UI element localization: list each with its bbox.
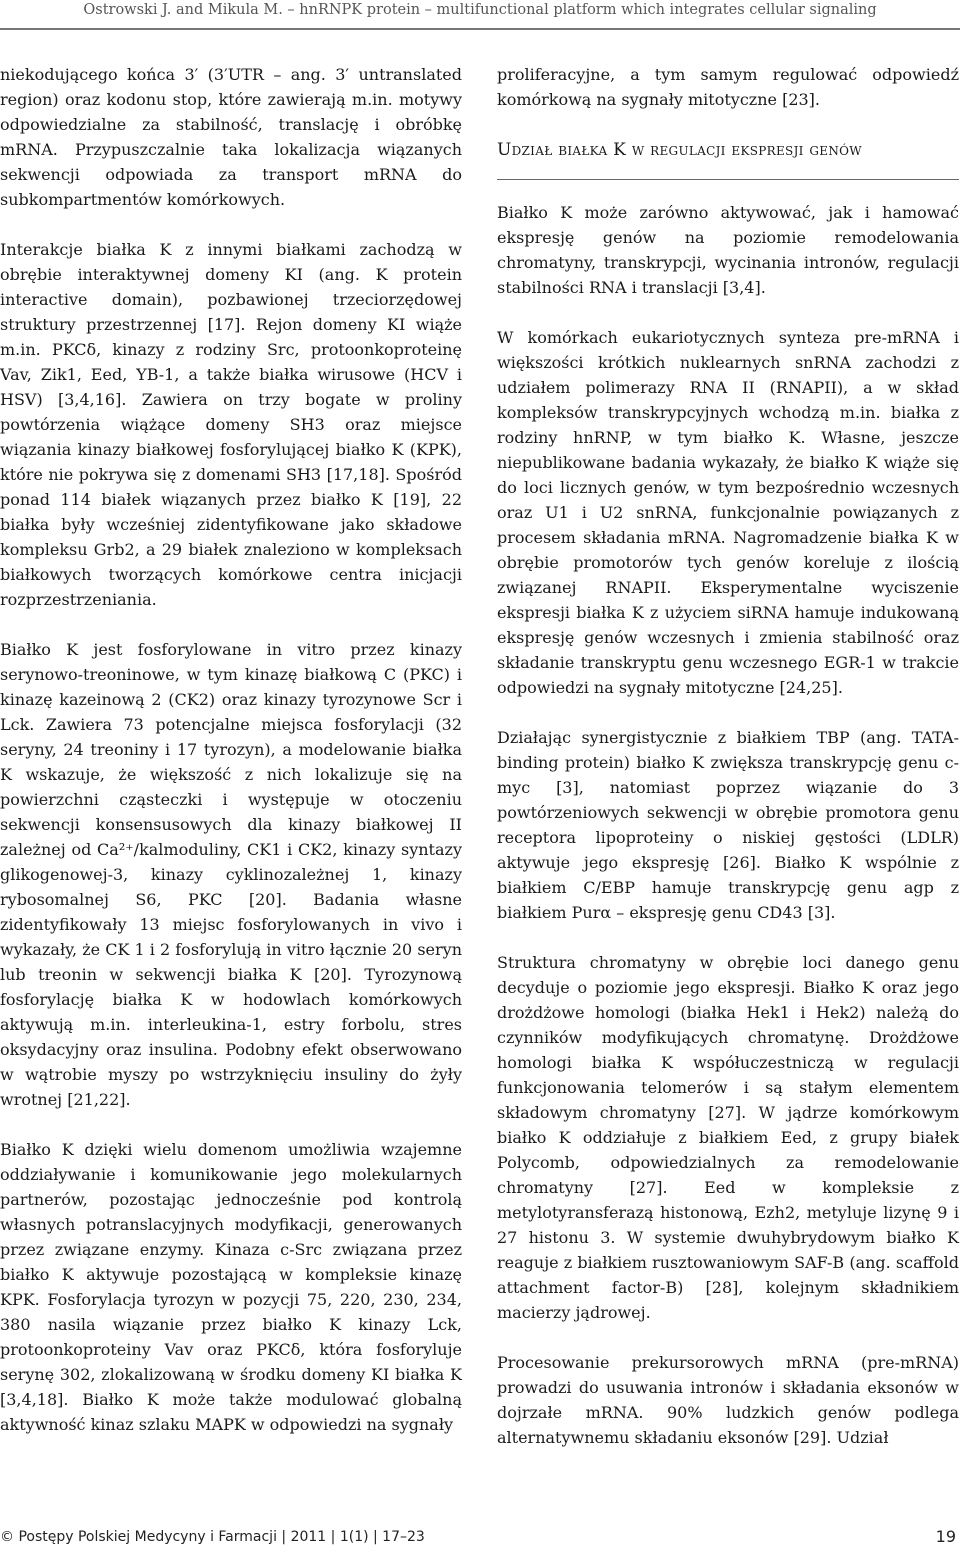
paragraph: proliferacyjne, a tym samym regulować odpowiedź komórkową na sygnały mitotyczne [23]. bbox=[497, 65, 959, 109]
header-divider bbox=[0, 28, 960, 30]
heading-divider bbox=[497, 179, 959, 180]
right-column bbox=[497, 62, 959, 1475]
paragraph: Procesowanie prekursorowych mRNA (pre-mRNA) prowadzi do usuwania intronów i składania eksonów w dojrzałe mRNA. 90% ludzkich genów podlega alternatywnemu składaniu eksonów [29]. Udział bbox=[497, 1353, 959, 1447]
left-column bbox=[0, 62, 462, 1462]
section-heading: Udział białka K w regulacji ekspresji genów bbox=[497, 140, 862, 160]
paragraph: Białko K może zarówno aktywować, jak i hamować ekspresję genów na poziomie remodelowania chromatyny, transkrypcji, wycinania intronów, regulacji stabilności RNA i translacji [3,4]. bbox=[497, 203, 959, 297]
running-header: Ostrowski J. and Mikula M. – hnRNPK protein – multifunctional platform which integrates cellular signaling bbox=[0, 0, 960, 24]
paragraph: Struktura chromatyny w obrębie loci danego genu decyduje o poziomie jego ekspresji. Białko K oraz jego drożdżowe homologi (białka Hek1 i Hek2) należą do czynników modyfikujących chromatynę. Drożdżowe homologi białka K współuczestniczą w regulacji funkcjonowania telomerów i są stałym elementem składowym chromatyny [27]. W jądrze komórkowym białko K oddziałuje z białkiem Eed, z grupy białek Polycomb, odpowiedzialnych za remodelowanie chromatyny [27]. Eed w kompleksie z metylotyransferazą histonową, Ezh2, metyluje lizynę 9 i 27 histonu 3. W systemie dwuhybrydowym białko K reaguje z białkiem rusztowaniowym SAF-B (ang. scaffold attachment factor-B) [28], kolejnym składnikiem macierzy jądrowej. bbox=[497, 953, 959, 1322]
paragraph: Działając synergistycznie z białkiem TBP (ang. TATA-binding protein) białko K zwiększa transkrypcję genu c-myc [3], natomiast poprzez wiązanie do 3 powtórzeniowych sekwencji w obrębie promotora genu receptora lipoproteiny o niskiej gęstości (LDLR) aktywuje jego ekspresję [26]. Białko K wspólnie z białkiem C/EBP hamuje transkrypcję genu agp z białkiem Purα – ekspresję genu CD43 [3]. bbox=[497, 728, 959, 922]
page-footer bbox=[0, 1523, 960, 1553]
paragraph: niekodującego końca 3′ (3′UTR – ang. 3′ untranslated region) oraz kodonu stop, które zawierają m.in. motywy odpowiedzialne za stabilność, translację i obróbkę mRNA. Przypuszczalnie taka lokalizacja wiązanych sekwencji odpowiada za transport mRNA do subkompartmentów komórkowych. bbox=[0, 65, 462, 209]
journal-citation: © Postępy Polskiej Medycyny i Farmacji | 2011 | 1(1) | 17–23 bbox=[0, 1529, 425, 1545]
paragraph: W komórkach eukariotycznych synteza pre-mRNA i większości krótkich nuklearnych snRNA zachodzi z udziałem polimerazy RNA II (RNAPII), a w skład kompleksów transkrypcyjnych wchodzą m.in. białka z rodziny hnRNP, w tym białko K. Własne, jeszcze niepublikowane badania wykazały, że białko K wiąże się do loci licznych genów, w tym bezpośrednio wczesnych oraz U1 i U2 snRNA, funkcjonalnie powiązanych z procesem składania mRNA. Nagromadzenie białka K w obrębie promotorów tych genów koreluje z ilością związanej RNAPII. Eksperymentalne wyciszenie ekspresji białka K z użyciem siRNA hamuje indukowaną ekspresję genów wczesnych i zmienia stabilność oraz składanie transkryptu genu wczesnego EGR-1 w trakcie odpowiedzi na sygnały mitotyczne [24,25]. bbox=[497, 328, 959, 697]
paragraph: Białko K dzięki wielu domenom umożliwia wzajemne oddziaływanie i komunikowanie jego molekularnych partnerów, pozostając jednocześnie pod kontrolą własnych potranslacyjnych modyfikacji, generowanych przez związane enzymy. Kinaza c-Src związana przez białko K aktywuje pozostającą w kompleksie kinazę KPK. Fosforylacja tyrozyn w pozycji 75, 220, 230, 234, 380 nasila wiązanie przez białko K kinazy Lck, protoonkoproteiny Vav oraz PKCδ, która fosforyluje serynę 302, zlokalizowaną w środku domeny KI białka K [3,4,18]. Białko K może także modulować globalną aktywność kinaz szlaku MAPK w odpowiedzi na sygnały bbox=[0, 1140, 462, 1434]
paragraph: Białko K jest fosforylowane in vitro przez kinazy serynowo-treoninowe, w tym kinazę białkową C (PKC) i kinazę kazeinową 2 (CK2) oraz kinazy tyrozynowe Scr i Lck. Zawiera 73 potencjalne miejsca fosforylacji (32 seryny, 24 treoniny i 17 tyrozyn), a modelowanie białka K wskazuje, że większość z nich lokalizuje się na powierzchni cząsteczki i występuje w otoczeniu sekwencji konsensusowych dla kinazy białkowej II zależnej od Ca²⁺/kalmoduliny, CK1 i CK2, kinazy syntazy glikogenowej-3, kinazy cyklinozależnej 1, kinazy rybosomalnej S6, PKC [20]. Badania własne zidentyfikowały 13 miejsc fosforylowanych in vivo i wykazały, że CK 1 i 2 fosforylują in vitro łącznie 20 seryn lub treonin w sekwencji białka K [20]. Tyrozynową fosforylację białka K w hodowlach komórkowych aktywują m.in. interleukina-1, estry forbolu, stres oksydacyjny oraz insulina. Podobny efekt obserwowano w wątrobie myszy po wstrzyknięciu insuliny do żyły wrotnej [21,22]. bbox=[0, 640, 462, 1109]
page-number: 19 bbox=[935, 1527, 956, 1546]
paragraph: Interakcje białka K z innymi białkami zachodzą w obrębie interaktywnej domeny KI (ang. K protein interactive domain), pozbawionej trzeciorzędowej struktury przestrzennej [17]. Rejon domeny KI wiąże m.in. PKCδ, kinazy z rodziny Src, protoonkoproteinę Vav, Zik1, Eed, YB-1, a także białka wirusowe (HCV i HSV) [3,4,16]. Zawiera on trzy bogate w proliny powtórzenia wiążące domeny SH3 oraz miejsce wiązania kinazy białkowej fosforylującej białko K (KPK), które nie pokrywa się z domenami SH3 [17,18]. Spośród ponad 114 białek wiązanych przez białko K [19], 22 białka były wcześniej zidentyfikowane jako składowe kompleksu Grb2, a 29 białek znaleziono w kompleksach białkowych tworzących komórkowe centra inicjacji rozprzestrzeniania. bbox=[0, 240, 462, 609]
